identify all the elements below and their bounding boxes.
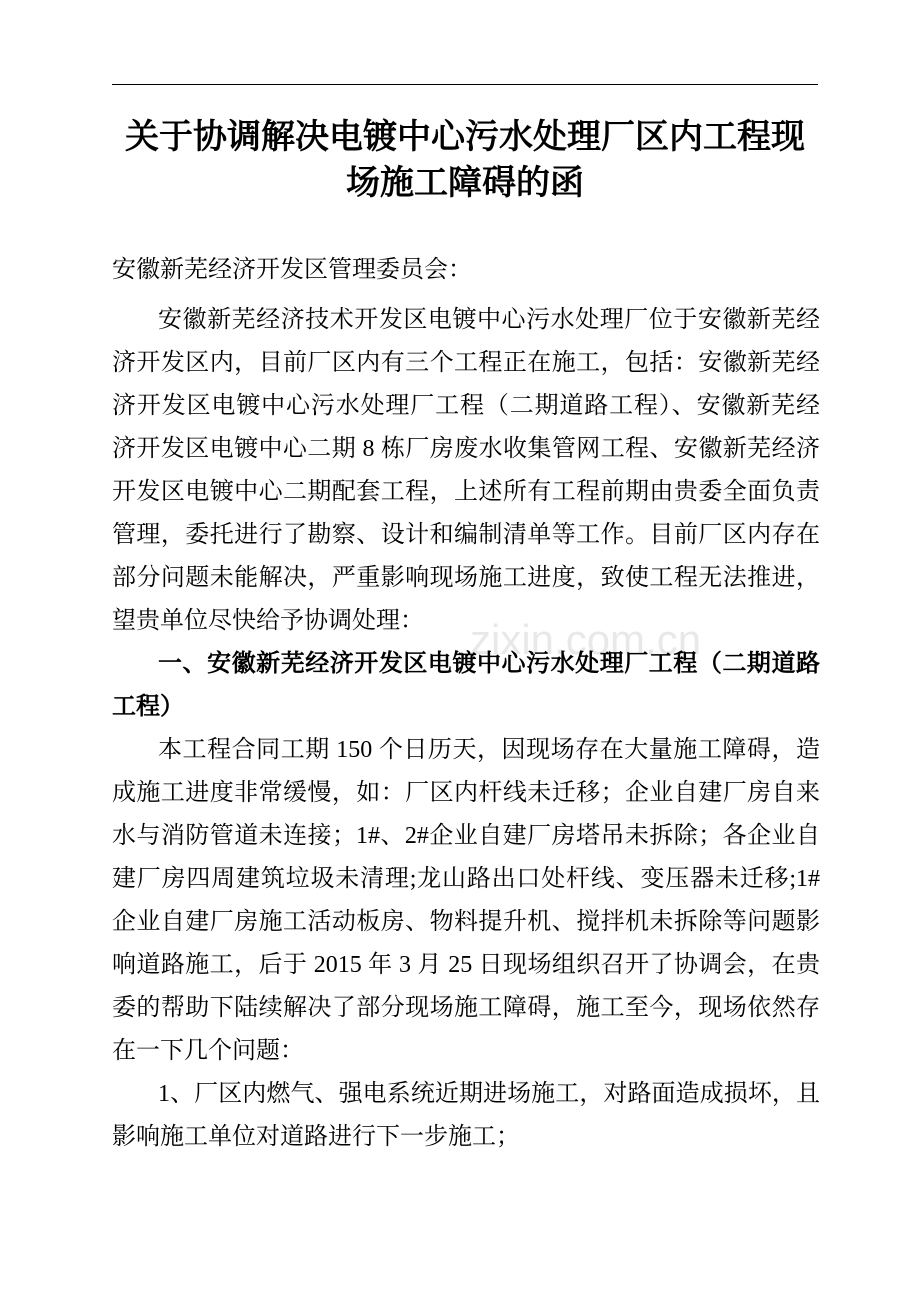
document-title-line: 关于协调解决电镀中心污水处理厂区内工程现 — [125, 118, 805, 156]
text-line: 建厂房四周建筑垃圾未清理;龙山路出口处杆线、变压器未迁移;1# — [112, 866, 820, 892]
text-line: 水与消防管道未连接；1#、2#企业自建厂房塔吊未拆除；各企业自 — [112, 823, 820, 849]
section-heading-line: 工程） — [112, 694, 184, 720]
text-line: 成施工进度非常缓慢，如：厂区内杆线未迁移；企业自建厂房自来 — [112, 780, 820, 806]
section-heading — [112, 643, 820, 729]
intro-paragraph — [112, 299, 820, 643]
text-line: 济开发区内，目前厂区内有三个工程正在施工，包括：安徽新芜经 — [112, 350, 820, 376]
document-title — [112, 114, 818, 206]
text-line: 开发区电镀中心二期配套工程，上述所有工程前期由贵委全面负责 — [112, 479, 820, 505]
text-line: 管理，委托进行了勘察、设计和编制清单等工作。目前厂区内存在 — [112, 522, 820, 548]
document-body — [112, 249, 820, 1159]
list-item — [112, 1073, 820, 1159]
text-line: 安徽新芜经济技术开发区电镀中心污水处理厂位于安徽新芜经 — [158, 307, 820, 333]
header-rule — [112, 84, 818, 85]
document-title-line: 场施工障碍的函 — [346, 164, 584, 202]
text-line: 济开发区电镀中心二期 8 栋厂房废水收集管网工程、安徽新芜经济 — [112, 436, 820, 462]
salutation: 安徽新芜经济开发区管理委员会： — [112, 257, 472, 283]
text-line: 在一下几个问题： — [112, 1038, 304, 1064]
section-heading-line: 一、安徽新芜经济开发区电镀中心污水处理厂工程（二期道路 — [158, 651, 820, 677]
text-line: 济开发区电镀中心污水处理厂工程（二期道路工程）、安徽新芜经 — [112, 393, 820, 419]
section-paragraph — [112, 729, 820, 1073]
text-line: 1、厂区内燃气、强电系统近期进场施工，对路面造成损坏，且 — [158, 1081, 820, 1107]
text-line: 影响施工单位对道路进行下一步施工； — [112, 1124, 520, 1150]
text-line: 企业自建厂房施工活动板房、物料提升机、搅拌机未拆除等问题影 — [112, 909, 820, 935]
watermark: zixin.com.cn — [470, 616, 702, 663]
text-line: 部分问题未能解决，严重影响现场施工进度，致使工程无法推进， — [112, 565, 820, 591]
text-line: 本工程合同工期 150 个日历天，因现场存在大量施工障碍，造 — [158, 737, 820, 763]
text-line: 望贵单位尽快给予协调处理： — [112, 608, 424, 634]
text-line: 响道路施工，后于 2015 年 3 月 25 日现场组织召开了协调会，在贵 — [112, 952, 820, 978]
text-line: 委的帮助下陆续解决了部分现场施工障碍，施工至今，现场依然存 — [112, 995, 820, 1021]
